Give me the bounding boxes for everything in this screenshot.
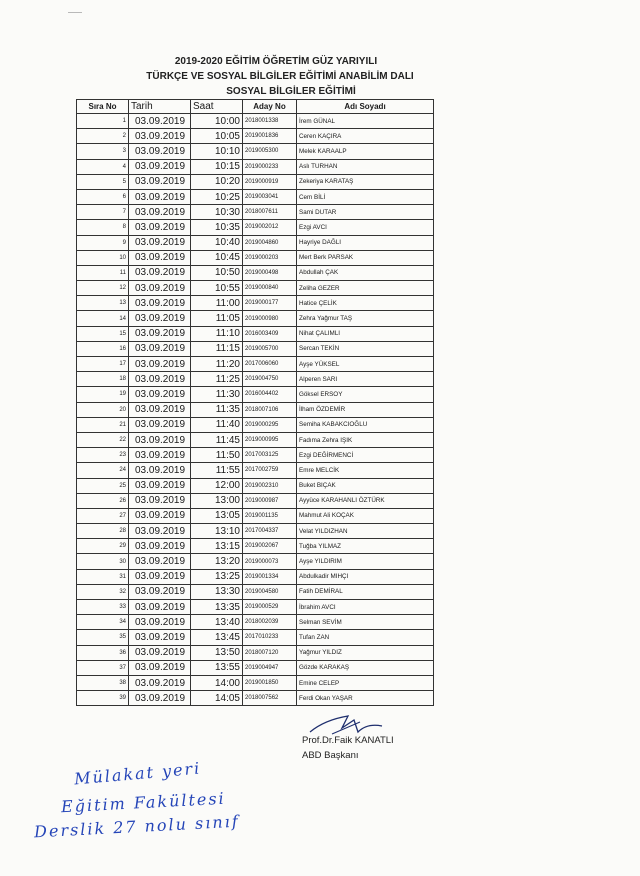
cell-aday-no: 2019000995 [243,432,297,447]
scan-mark [68,12,82,16]
table-row [77,630,434,645]
cell-tarih: 03.09.2019 [129,691,191,706]
cell-adi-soyadi: Cem BİLİ [297,189,434,204]
signatory-name: Prof.Dr.Faik KANATLI [302,735,394,746]
document-heading [70,54,510,99]
cell-sira-no: 33 [77,600,129,615]
cell-sira-no: 34 [77,615,129,630]
cell-adi-soyadi: Mahmut Ali KOÇAK [297,508,434,523]
cell-saat: 13:00 [191,493,243,508]
cell-aday-no: 2019000295 [243,417,297,432]
cell-aday-no: 2019003041 [243,189,297,204]
cell-aday-no: 2016003409 [243,326,297,341]
cell-aday-no: 2018007120 [243,645,297,660]
cell-sira-no: 1 [77,114,129,129]
cell-aday-no: 2016004402 [243,387,297,402]
cell-adi-soyadi: Abdullah ÇAK [297,265,434,280]
table-row [77,326,434,341]
cell-aday-no: 2019000203 [243,250,297,265]
cell-saat: 10:20 [191,174,243,189]
cell-tarih: 03.09.2019 [129,463,191,478]
cell-adi-soyadi: Yağmur YILDIZ [297,645,434,660]
cell-aday-no: 2019005300 [243,144,297,159]
header-aday-no: Aday No [243,100,297,114]
handwritten-note-line2: Eğitim Fakültesi [60,788,227,817]
cell-saat: 13:30 [191,584,243,599]
cell-aday-no: 2017004337 [243,524,297,539]
header-sira-no: Sıra No [77,100,129,114]
cell-aday-no: 2019001135 [243,508,297,523]
header-tarih: Tarih [129,100,191,114]
cell-adi-soyadi: Aslı TURHAN [297,159,434,174]
cell-sira-no: 37 [77,660,129,675]
cell-sira-no: 27 [77,508,129,523]
table-header [77,100,434,114]
cell-saat: 10:45 [191,250,243,265]
cell-tarih: 03.09.2019 [129,660,191,675]
cell-saat: 10:30 [191,205,243,220]
cell-tarih: 03.09.2019 [129,448,191,463]
cell-sira-no: 29 [77,539,129,554]
cell-sira-no: 23 [77,448,129,463]
cell-tarih: 03.09.2019 [129,129,191,144]
cell-aday-no: 2017002759 [243,463,297,478]
cell-sira-no: 31 [77,569,129,584]
cell-tarih: 03.09.2019 [129,326,191,341]
cell-saat: 13:15 [191,539,243,554]
header-adi-soyadi: Adı Soyadı [297,100,434,114]
table-row [77,250,434,265]
cell-saat: 13:35 [191,600,243,615]
cell-sira-no: 21 [77,417,129,432]
cell-tarih: 03.09.2019 [129,493,191,508]
table-row [77,417,434,432]
cell-tarih: 03.09.2019 [129,432,191,447]
table-row [77,402,434,417]
cell-aday-no: 2017006060 [243,357,297,372]
cell-sira-no: 30 [77,554,129,569]
table-row [77,174,434,189]
cell-adi-soyadi: Ezgi DEĞİRMENCİ [297,448,434,463]
cell-tarih: 03.09.2019 [129,372,191,387]
cell-aday-no: 2017003125 [243,448,297,463]
cell-sira-no: 32 [77,584,129,599]
cell-saat: 10:55 [191,281,243,296]
cell-aday-no: 2019004750 [243,372,297,387]
cell-tarih: 03.09.2019 [129,524,191,539]
table-header-row [77,100,434,114]
cell-aday-no: 2019005700 [243,341,297,356]
cell-tarih: 03.09.2019 [129,159,191,174]
cell-sira-no: 17 [77,357,129,372]
cell-aday-no: 2019004860 [243,235,297,250]
cell-saat: 10:50 [191,265,243,280]
cell-saat: 11:25 [191,372,243,387]
cell-tarih: 03.09.2019 [129,296,191,311]
cell-adi-soyadi: Mert Berk PARSAK [297,250,434,265]
cell-adi-soyadi: Hatice ÇELİK [297,296,434,311]
cell-saat: 11:40 [191,417,243,432]
cell-saat: 13:40 [191,615,243,630]
cell-aday-no: 2019000233 [243,159,297,174]
table-row [77,508,434,523]
cell-saat: 11:05 [191,311,243,326]
cell-tarih: 03.09.2019 [129,387,191,402]
cell-sira-no: 19 [77,387,129,402]
cell-sira-no: 2 [77,129,129,144]
cell-saat: 11:55 [191,463,243,478]
table-row [77,539,434,554]
cell-aday-no: 2019002310 [243,478,297,493]
cell-adi-soyadi: Velat YILDIZHAN [297,524,434,539]
cell-saat: 11:00 [191,296,243,311]
cell-sira-no: 11 [77,265,129,280]
cell-adi-soyadi: Ayyüce KARAHANLI ÖZTÜRK [297,493,434,508]
cell-tarih: 03.09.2019 [129,281,191,296]
cell-adi-soyadi: Fatih DEMİRAL [297,584,434,599]
cell-sira-no: 12 [77,281,129,296]
cell-tarih: 03.09.2019 [129,174,191,189]
cell-sira-no: 36 [77,645,129,660]
table-row [77,235,434,250]
cell-sira-no: 16 [77,341,129,356]
cell-aday-no: 2017010233 [243,630,297,645]
cell-saat: 10:15 [191,159,243,174]
cell-aday-no: 2019000498 [243,265,297,280]
table-row [77,478,434,493]
table-row [77,387,434,402]
cell-tarih: 03.09.2019 [129,675,191,690]
table-row [77,159,434,174]
cell-saat: 10:00 [191,114,243,129]
cell-tarih: 03.09.2019 [129,417,191,432]
cell-aday-no: 2019000987 [243,493,297,508]
cell-saat: 14:05 [191,691,243,706]
table-row [77,205,434,220]
cell-tarih: 03.09.2019 [129,265,191,280]
table-row [77,675,434,690]
cell-tarih: 03.09.2019 [129,630,191,645]
table-row [77,584,434,599]
cell-aday-no: 2019004580 [243,584,297,599]
cell-sira-no: 5 [77,174,129,189]
cell-adi-soyadi: Hayriye DAĞLI [297,235,434,250]
cell-tarih: 03.09.2019 [129,250,191,265]
cell-adi-soyadi: Zeliha GEZER [297,281,434,296]
cell-aday-no: 2018007106 [243,402,297,417]
table-row [77,554,434,569]
cell-tarih: 03.09.2019 [129,357,191,372]
signatory-title: ABD Başkanı [302,750,359,761]
cell-saat: 13:20 [191,554,243,569]
table-row [77,463,434,478]
cell-saat: 10:35 [191,220,243,235]
cell-saat: 13:10 [191,524,243,539]
table-row [77,311,434,326]
cell-sira-no: 26 [77,493,129,508]
cell-adi-soyadi: Ayşe YÜKSEL [297,357,434,372]
table-row [77,114,434,129]
cell-tarih: 03.09.2019 [129,615,191,630]
cell-tarih: 03.09.2019 [129,569,191,584]
cell-tarih: 03.09.2019 [129,584,191,599]
cell-saat: 11:35 [191,402,243,417]
cell-sira-no: 3 [77,144,129,159]
cell-tarih: 03.09.2019 [129,114,191,129]
cell-tarih: 03.09.2019 [129,478,191,493]
cell-sira-no: 20 [77,402,129,417]
cell-adi-soyadi: Sercan TEKİN [297,341,434,356]
cell-saat: 10:05 [191,129,243,144]
cell-sira-no: 10 [77,250,129,265]
table-row [77,265,434,280]
cell-saat: 11:50 [191,448,243,463]
cell-saat: 13:50 [191,645,243,660]
table-row [77,569,434,584]
heading-line-term: 2019-2020 EĞİTİM ÖĞRETİM GÜZ YARIYILI [174,56,378,67]
cell-adi-soyadi: Ferdi Okan YAŞAR [297,691,434,706]
heading-line-department: TÜRKÇE VE SOSYAL BİLGİLER EĞİTİMİ ANABİLİM DALI [146,71,414,82]
cell-adi-soyadi: Alperen SARI [297,372,434,387]
header-saat: Saat [191,100,243,114]
table-row [77,357,434,372]
cell-adi-soyadi: İbrahim AVCI [297,600,434,615]
cell-adi-soyadi: Göksel ERSOY [297,387,434,402]
cell-aday-no: 2019001850 [243,675,297,690]
cell-saat: 11:45 [191,432,243,447]
table-row [77,691,434,706]
cell-adi-soyadi: Gözde KARAKAŞ [297,660,434,675]
cell-adi-soyadi: Fadıma Zehra IŞIK [297,432,434,447]
handwritten-note-line1: Mülakat yeri [73,758,202,789]
cell-saat: 10:25 [191,189,243,204]
cell-adi-soyadi: Ezgi AVCI [297,220,434,235]
table-row [77,281,434,296]
cell-sira-no: 14 [77,311,129,326]
table-row [77,660,434,675]
cell-sira-no: 6 [77,189,129,204]
cell-tarih: 03.09.2019 [129,189,191,204]
cell-saat: 11:20 [191,357,243,372]
cell-sira-no: 18 [77,372,129,387]
cell-aday-no: 2019002067 [243,539,297,554]
cell-adi-soyadi: Emre MELCİK [297,463,434,478]
cell-sira-no: 38 [77,675,129,690]
interview-schedule-table [76,99,434,706]
cell-adi-soyadi: Tuğba YILMAZ [297,539,434,554]
cell-adi-soyadi: Ceren KAÇIRA [297,129,434,144]
cell-sira-no: 4 [77,159,129,174]
cell-aday-no: 2018001338 [243,114,297,129]
table-row [77,432,434,447]
table-row [77,645,434,660]
cell-saat: 10:10 [191,144,243,159]
cell-adi-soyadi: İlham ÖZDEMİR [297,402,434,417]
cell-tarih: 03.09.2019 [129,539,191,554]
cell-aday-no: 2019002012 [243,220,297,235]
cell-saat: 10:40 [191,235,243,250]
cell-adi-soyadi: Emine CELEP [297,675,434,690]
table-row [77,129,434,144]
cell-sira-no: 7 [77,205,129,220]
cell-saat: 11:15 [191,341,243,356]
cell-saat: 14:00 [191,675,243,690]
cell-tarih: 03.09.2019 [129,311,191,326]
table-row [77,189,434,204]
cell-sira-no: 9 [77,235,129,250]
cell-aday-no: 2019000177 [243,296,297,311]
heading-line-program: SOSYAL BİLGİLER EĞİTİMİ [226,86,356,97]
table-row [77,296,434,311]
cell-aday-no: 2019000529 [243,600,297,615]
cell-tarih: 03.09.2019 [129,235,191,250]
cell-adi-soyadi: Selman SEVİM [297,615,434,630]
cell-tarih: 03.09.2019 [129,600,191,615]
cell-sira-no: 28 [77,524,129,539]
cell-aday-no: 2018007611 [243,205,297,220]
table-row [77,220,434,235]
table-row [77,341,434,356]
table-row [77,493,434,508]
cell-saat: 13:45 [191,630,243,645]
cell-aday-no: 2019000980 [243,311,297,326]
cell-saat: 13:55 [191,660,243,675]
cell-adi-soyadi: Buket BIÇAK [297,478,434,493]
cell-aday-no: 2019004947 [243,660,297,675]
cell-adi-soyadi: Abdulkadir MIHÇI [297,569,434,584]
cell-sira-no: 39 [77,691,129,706]
cell-aday-no: 2018007562 [243,691,297,706]
table-row [77,372,434,387]
cell-tarih: 03.09.2019 [129,508,191,523]
cell-tarih: 03.09.2019 [129,205,191,220]
cell-tarih: 03.09.2019 [129,554,191,569]
cell-adi-soyadi: Zekeriya KARATAŞ [297,174,434,189]
cell-adi-soyadi: Semiha KABAKCIOĞLU [297,417,434,432]
cell-aday-no: 2019000840 [243,281,297,296]
cell-adi-soyadi: Tufan ZAN [297,630,434,645]
cell-aday-no: 2018002039 [243,615,297,630]
cell-adi-soyadi: Ayşe YILDIRIM [297,554,434,569]
cell-aday-no: 2019001836 [243,129,297,144]
cell-aday-no: 2019000919 [243,174,297,189]
cell-adi-soyadi: Nihat ÇALIMLI [297,326,434,341]
cell-tarih: 03.09.2019 [129,341,191,356]
cell-sira-no: 25 [77,478,129,493]
table-row [77,448,434,463]
handwritten-note-line3: Derslik 27 nolu sınıf [33,811,241,842]
cell-sira-no: 24 [77,463,129,478]
cell-sira-no: 8 [77,220,129,235]
cell-adi-soyadi: İrem GÜNAL [297,114,434,129]
cell-sira-no: 35 [77,630,129,645]
cell-adi-soyadi: Zehra Yağmur TAŞ [297,311,434,326]
cell-saat: 12:00 [191,478,243,493]
table-row [77,615,434,630]
cell-tarih: 03.09.2019 [129,220,191,235]
cell-sira-no: 15 [77,326,129,341]
cell-sira-no: 22 [77,432,129,447]
cell-saat: 11:30 [191,387,243,402]
cell-saat: 13:25 [191,569,243,584]
table-row [77,144,434,159]
cell-saat: 11:10 [191,326,243,341]
cell-tarih: 03.09.2019 [129,645,191,660]
cell-aday-no: 2019000073 [243,554,297,569]
cell-aday-no: 2019001334 [243,569,297,584]
cell-adi-soyadi: Sami DUTAR [297,205,434,220]
cell-saat: 13:05 [191,508,243,523]
table-row [77,600,434,615]
cell-tarih: 03.09.2019 [129,402,191,417]
cell-tarih: 03.09.2019 [129,144,191,159]
table-body [77,114,434,706]
cell-sira-no: 13 [77,296,129,311]
cell-adi-soyadi: Melek KARAALP [297,144,434,159]
table-row [77,524,434,539]
